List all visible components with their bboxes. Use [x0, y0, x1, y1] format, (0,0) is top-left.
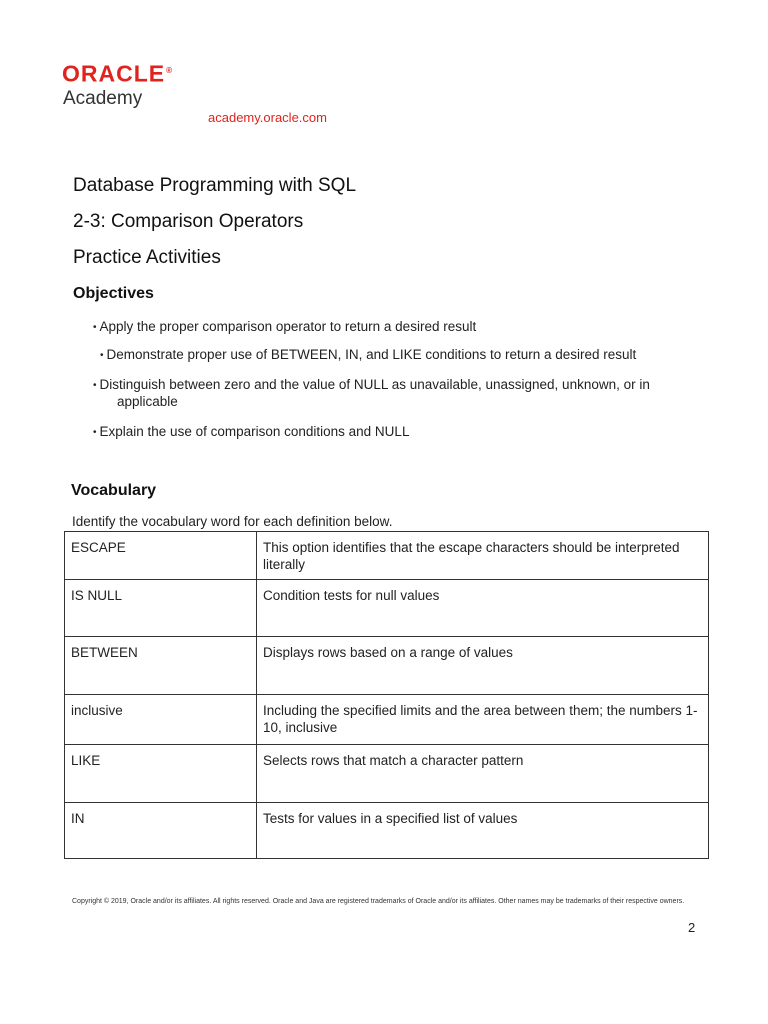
table-row: [65, 532, 709, 580]
vocab-term: IS NULL: [65, 580, 257, 637]
vocab-definition: Including the specified limits and the area between them; the numbers 1-10, inclusive: [257, 695, 709, 745]
course-title: Database Programming with SQL: [73, 175, 357, 196]
objective-text: Demonstrate proper use of BETWEEN, IN, and LIKE conditions to return a desired result: [106, 347, 637, 362]
vocab-term: BETWEEN: [65, 637, 257, 695]
table-row: [65, 695, 709, 745]
oracle-logo-text: ORACLE: [62, 60, 166, 87]
table-row: [65, 745, 709, 803]
vocab-definition: Selects rows that match a character pattern: [257, 745, 709, 803]
bullet-icon: •: [93, 322, 97, 333]
objective-text-continued: applicable: [117, 394, 178, 409]
objective-text: Explain the use of comparison conditions and NULL: [99, 424, 410, 439]
registered-mark-icon: ®: [166, 66, 173, 75]
academy-logo-text: Academy: [63, 88, 143, 109]
academy-site-link[interactable]: academy.oracle.com: [208, 110, 327, 125]
vocab-definition: Condition tests for null values: [257, 580, 709, 637]
vocab-term: inclusive: [65, 695, 257, 745]
vocab-term: IN: [65, 803, 257, 859]
bullet-icon: •: [93, 380, 97, 391]
page-number: 2: [688, 920, 696, 935]
objective-item: [93, 318, 476, 336]
table-row: [65, 803, 709, 859]
bullet-icon: •: [93, 427, 97, 438]
vocabulary-heading: Vocabulary: [71, 482, 157, 499]
bullet-icon: •: [100, 350, 104, 361]
table-row: [65, 637, 709, 695]
vocab-definition: Displays rows based on a range of values: [257, 637, 709, 695]
objective-item: [93, 376, 650, 394]
oracle-logo: [62, 58, 172, 87]
lesson-title: 2-3: Comparison Operators: [73, 211, 304, 232]
vocabulary-instructions: Identify the vocabulary word for each definition below.: [72, 514, 393, 529]
vocab-term: LIKE: [65, 745, 257, 803]
objectives-heading: Objectives: [73, 285, 154, 302]
vocabulary-table: [64, 531, 709, 859]
section-title: Practice Activities: [73, 247, 221, 268]
objective-text: Apply the proper comparison operator to return a desired result: [99, 319, 477, 334]
copyright-notice: Copyright © 2019, Oracle and/or its affiliates. All rights reserved. Oracle and Java are registered trademarks of Oracle and/or its affiliates. Other names may be trademarks of their respective owners.: [72, 898, 685, 905]
objective-text: Distinguish between zero and the value of NULL as unavailable, unassigned, unknown, or in: [99, 377, 650, 392]
objective-item: [100, 346, 636, 364]
objective-item: [93, 423, 409, 441]
vocab-definition: Tests for values in a specified list of values: [257, 803, 709, 859]
vocab-term: ESCAPE: [65, 532, 257, 580]
vocab-definition: This option identifies that the escape characters should be interpreted literally: [257, 532, 709, 580]
table-row: [65, 580, 709, 637]
